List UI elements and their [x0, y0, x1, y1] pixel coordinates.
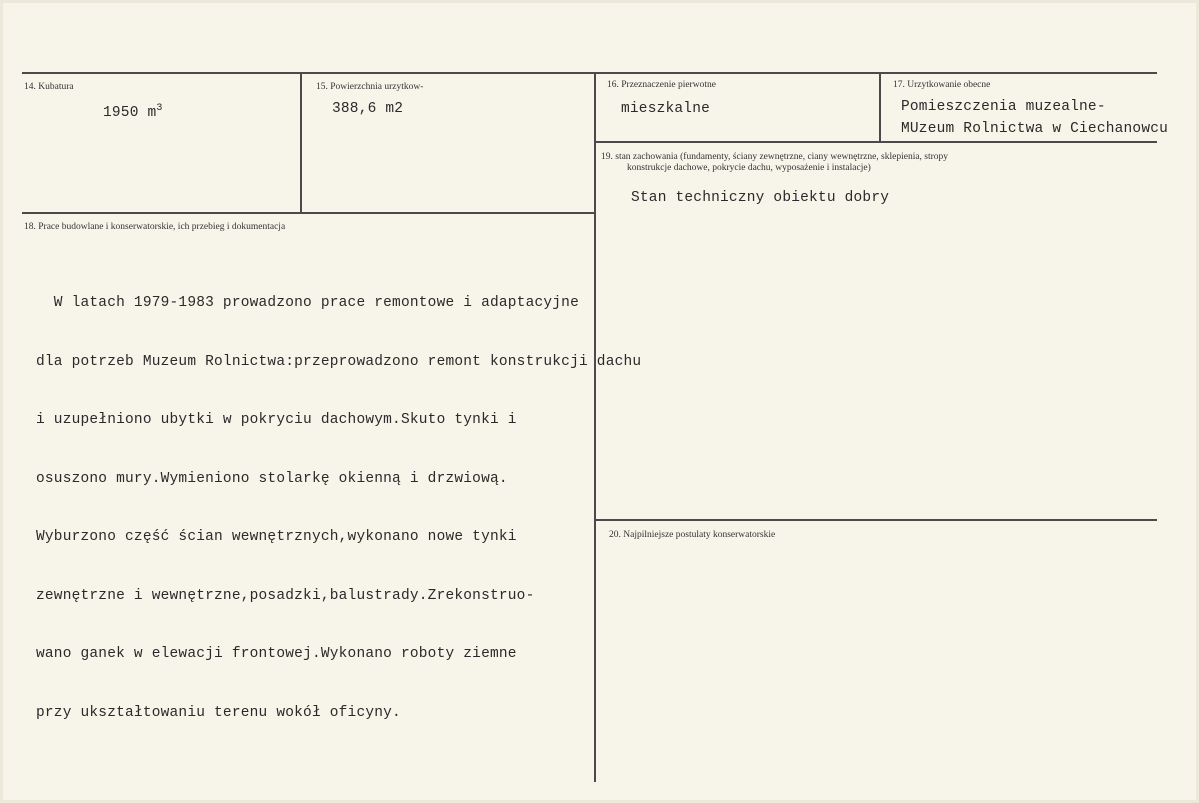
kubatura-label: 14. Kubatura	[24, 82, 74, 92]
prace-line-3: i uzupełniono ubytki w pokryciu dachowym.Skuto tynki i	[36, 412, 517, 428]
rule-above-20	[596, 519, 1157, 521]
uzytkowanie-line-2: MUzeum Rolnictwa w Ciechanowcu	[901, 121, 1169, 137]
kubatura-number: 1950 m	[103, 104, 157, 121]
prace-line-1: W latach 1979-1983 prowadzono prace remontowe i adaptacyjne	[36, 295, 579, 311]
prace-line-6: zewnętrzne i wewnętrzne,posadzki,balustrady.Zrekonstruo-	[36, 587, 535, 604]
prace-line-2: dla potrzeb Muzeum Rolnictwa:przeprowadzono remont konstrukcji dachu	[36, 353, 642, 370]
rule-under-16-17	[596, 141, 1157, 143]
przeznaczenie-label: 16. Przeznaczenie pierwotne	[607, 80, 716, 90]
przeznaczenie-value: mieszkalne	[621, 101, 711, 117]
postulaty-label: 20. Najpilniejsze postulaty konserwatorskie	[609, 530, 776, 540]
powierzchnia-value: 388,6 m2	[332, 101, 404, 117]
kubatura-value	[103, 103, 163, 121]
stan-label-line-2: konstrukcje dachowe, pokrycie dachu, wyposażenie i instalacje)	[627, 163, 871, 173]
prace-line-4: osuszono mury.Wymieniono stolarkę okienną i drzwiową.	[36, 470, 508, 487]
prace-line-7: wano ganek w elewacji frontowej.Wykonano roboty ziemne	[36, 646, 517, 662]
prace-line-5: Wyburzono część ścian wewnętrznych,wykonano nowe tynki	[36, 529, 517, 545]
rule-under-14-15	[22, 212, 594, 214]
uzytkowanie-label: 17. Urzytkowanie obecne	[893, 80, 991, 90]
divider-16-17	[879, 74, 881, 142]
kubatura-unit-exponent: 3	[156, 103, 163, 114]
prace-paragraph	[36, 255, 641, 762]
uzytkowanie-line-1: Pomieszczenia muzealne-	[901, 99, 1106, 115]
divider-14-15	[300, 74, 302, 214]
powierzchnia-label: 15. Powierzchnia urzytkow-	[316, 82, 424, 92]
stan-value: Stan techniczny obiektu dobry	[631, 190, 890, 206]
prace-label: 18. Prace budowlane i konserwatorskie, ich przebieg i dokumentacja	[24, 222, 286, 232]
stan-label-line-1: 19. stan zachowania (fundamenty, ściany zewnętrzne, ciany wewnętrzne, sklepienia, stropy	[601, 152, 949, 162]
top-rule	[22, 72, 1157, 74]
prace-line-8: przy ukształtowaniu terenu wokół oficyny.	[36, 704, 401, 721]
